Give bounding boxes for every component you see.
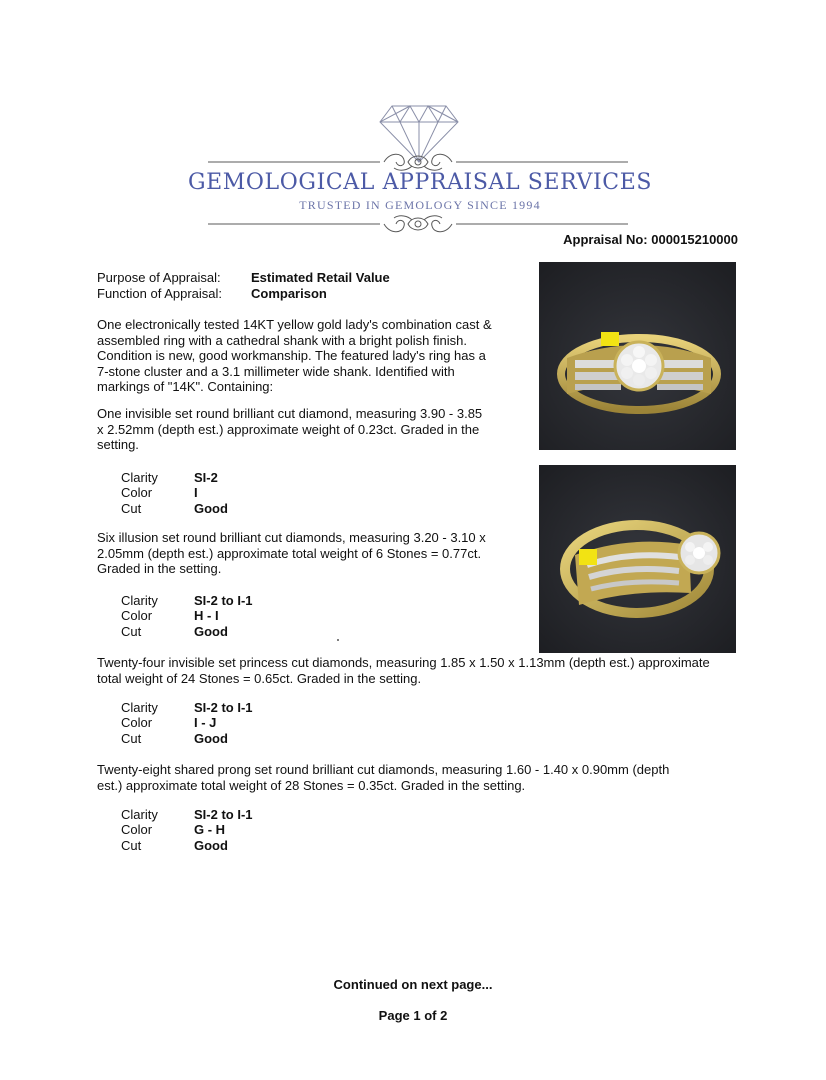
grade-value: G - H [194,822,226,838]
grade-table [97,470,397,516]
grade-label: Color [121,822,153,838]
grade-table [97,807,397,853]
grade-value: Good [194,837,228,853]
function-value: Comparison [251,286,327,301]
purpose-value: Estimated Retail Value [251,270,390,285]
stone-description: Twenty-eight shared prong set round brilliant cut diamonds, measuring 1.60 - 1.40 x 0.90mm (depth est.) approximate total weight of 28 Stones = 0.35ct. Graded in the setting. [97,762,670,793]
grade-label: Clarity [121,807,158,822]
stone-description: Six illusion set round brilliant cut diamonds, measuring 3.20 - 3.10 x 2.05mm (depth est.) approximate total weight of 6 Stones = 0.77ct. Graded in the setting. [97,530,486,576]
stone-description: One invisible set round brilliant cut diamond, measuring 3.90 - 3.85 x 2.52mm (depth est.) approximate weight of 0.23ct. Graded in the setting. [97,406,483,452]
continued-note: Continued on next page... [333,977,493,992]
grade-value: SI-2 to I-1 [194,593,253,608]
grade-label: Cut [121,623,142,639]
grade-label: Cut [121,730,142,746]
grade-label: Cut [121,837,142,853]
grade-table [97,593,397,639]
appraisal-number: Appraisal No: 000015210000 [563,232,738,247]
grade-label: Clarity [121,470,158,485]
grade-label: Color [121,608,153,624]
stone-description: Twenty-four invisible set princess cut diamonds, measuring 1.85 x 1.50 x 1.13mm (depth est.) approximate total weight of 24 Stones = 0.65ct. Graded in the setting. [97,655,710,686]
purpose-label: Purpose of Appraisal: [97,270,221,285]
grade-value: Good [194,730,228,746]
brand-title: GEMOLOGICAL APPRAISAL SERVICES [187,170,653,195]
brand-tagline: TRUSTED IN GEMOLOGY SINCE 1994 [299,198,541,212]
grade-value: SI-2 [194,470,218,485]
grade-value: I [194,485,198,501]
grade-label: Cut [121,500,142,516]
grade-label: Clarity [121,593,158,608]
function-label: Function of Appraisal: [97,286,223,301]
page-number: Page 1 of 2 [378,1008,448,1023]
ring-photo-side [539,465,736,653]
grade-value: H - I [194,608,219,624]
grade-value: I - J [194,715,217,731]
grade-value: Good [194,500,228,516]
grade-label: Clarity [121,700,158,715]
ring-photo-front [539,262,736,450]
stray-mark [337,639,339,641]
grade-value: Good [194,623,228,639]
grade-label: Color [121,485,153,501]
ring-description: One electronically tested 14KT yellow gold lady's combination cast & assembled ring with a cathedral shank with a bright polish finish. Condition is new, good workmanship. The featured lady's ring has a 7-stone cluster and a 3.1 millimeter wide shank. Identified with markings of "14K". Containing: [97,317,492,394]
grade-value: SI-2 to I-1 [194,807,253,822]
grade-label: Color [121,715,153,731]
grade-value: SI-2 to I-1 [194,700,253,715]
grade-table [97,700,397,746]
